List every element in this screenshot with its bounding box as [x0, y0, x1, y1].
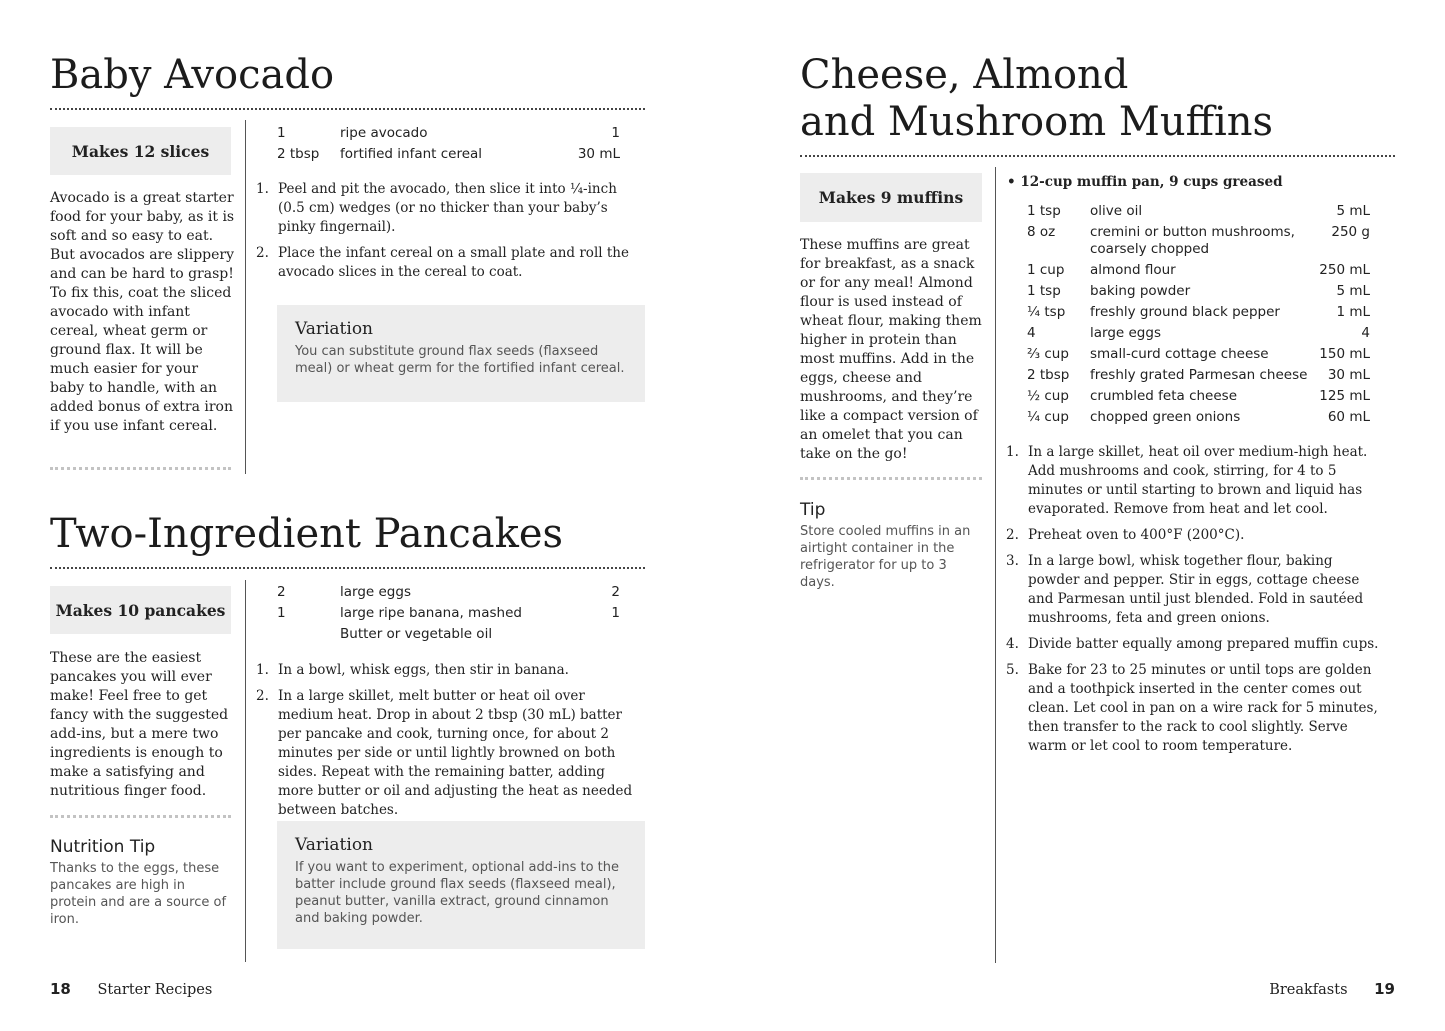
recipe-intro: These muffins are great for breakfast, as a snack or for any meal! Almond flour is used instead of wheat flour, making them higher in protein than most muffins. Add in the eggs, cheese and mushrooms, and they’re like a compact version of an omelet that you can take on the go!	[800, 237, 982, 462]
tip-heading: Tip	[800, 500, 826, 520]
equipment-note: • 12-cup muffin pan, 9 cups greased	[1007, 174, 1283, 190]
step-text: Place the infant cereal on a small plate and roll the avocado slices in the cereal to coat.	[278, 245, 629, 280]
step-text: Preheat oven to 400°F (200°C).	[1028, 527, 1245, 543]
ingredient-row	[277, 125, 620, 146]
method-steps	[256, 661, 636, 827]
ingredient-row	[1027, 224, 1370, 262]
method-step	[256, 180, 634, 237]
ingredient-row	[1027, 388, 1370, 409]
step-text: Bake for 23 to 25 minutes or until tops are golden and a toothpick inserted in the center comes out clean. Let cool in pan on a wire rack for 5 minutes, then transfer to the rack to cool slightly. Serve warm or let cool to room temperature.	[1028, 662, 1378, 754]
ingredient-metric: 250 g	[1331, 224, 1370, 240]
column-rule	[995, 167, 996, 963]
ingredient-qty: 1 tsp	[1027, 203, 1061, 219]
recipe-intro: These are the easiest pancakes you will ever make! Feel free to get fancy with the suggested add-ins, but a mere two ingredients is enough to make a satisfying and nutritious finger food.	[50, 650, 229, 799]
title-divider	[50, 567, 645, 569]
section-name: Starter Recipes	[97, 982, 213, 998]
ingredient-metric: 4	[1361, 325, 1370, 341]
yield-badge	[50, 127, 231, 175]
ingredient-metric: 60 mL	[1327, 409, 1370, 425]
ingredient-row	[1027, 367, 1370, 388]
step-number: 5.	[1006, 662, 1019, 678]
sidebar-divider	[50, 815, 231, 818]
method-step	[256, 687, 636, 820]
nutrition-tip-text: Thanks to the eggs, these pancakes are high in protein and are a source of iron.	[50, 861, 227, 927]
page-footer-right	[1269, 980, 1395, 998]
ingredient-metric: 2	[611, 584, 620, 600]
ingredient-name: small-curd cottage cheese	[1090, 346, 1269, 362]
ingredient-row	[277, 146, 620, 167]
recipe-title-pancakes: Two-Ingredient Pancakes	[50, 511, 564, 557]
recipe-title-baby-avocado: Baby Avocado	[50, 52, 335, 98]
ingredient-name: ripe avocado	[340, 125, 428, 141]
ingredient-row	[1027, 409, 1370, 430]
recipe-title-muffins	[800, 52, 1273, 146]
ingredient-row	[1027, 283, 1370, 304]
nutrition-tip-heading: Nutrition Tip	[50, 837, 156, 857]
method-step	[1006, 443, 1388, 519]
ingredient-name: olive oil	[1090, 203, 1143, 219]
ingredient-row	[277, 605, 620, 626]
ingredient-qty: 8 oz	[1027, 224, 1056, 240]
title-divider	[800, 155, 1395, 157]
ingredient-qty: 2 tbsp	[1027, 367, 1070, 383]
ingredient-qty: 2 tbsp	[277, 146, 320, 162]
step-text: Divide batter equally among prepared muffin cups.	[1028, 636, 1379, 652]
tip-text: Store cooled muffins in an airtight container in the refrigerator for up to 3 days.	[800, 524, 971, 590]
ingredient-row	[1027, 346, 1370, 367]
step-number: 3.	[1006, 553, 1019, 569]
step-number: 2.	[256, 245, 269, 261]
ingredient-qty: ¼ tsp	[1027, 304, 1066, 320]
yield-label: Makes 12 slices	[71, 141, 210, 161]
ingredient-qty: 2	[277, 584, 286, 600]
ingredient-metric: 5 mL	[1336, 283, 1370, 299]
method-step	[1006, 635, 1388, 654]
ingredient-name: large eggs	[340, 584, 411, 600]
step-number: 1.	[256, 181, 269, 197]
method-steps	[256, 180, 634, 289]
variation-heading: Variation	[295, 319, 374, 339]
method-step	[1006, 552, 1388, 628]
variation-box	[277, 305, 645, 402]
ingredient-name: large eggs	[1090, 325, 1161, 341]
ingredient-qty: 1 cup	[1027, 262, 1065, 278]
variation-box	[277, 821, 645, 949]
ingredient-row	[1027, 325, 1370, 346]
ingredient-metric: 1 mL	[1336, 304, 1370, 320]
ingredient-qty: 1	[277, 125, 286, 141]
ingredient-row	[1027, 262, 1370, 283]
sidebar-divider	[800, 477, 982, 480]
step-number: 4.	[1006, 636, 1019, 652]
ingredient-name: chopped green onions	[1090, 409, 1241, 425]
column-rule	[245, 580, 246, 962]
section-name: Breakfasts	[1269, 982, 1348, 998]
title-divider	[50, 108, 645, 110]
ingredient-metric: 1	[611, 125, 620, 141]
ingredient-row	[277, 584, 620, 605]
ingredient-metric: 1	[611, 605, 620, 621]
step-text: Peel and pit the avocado, then slice it into ¼-inch (0.5 cm) wedges (or no thicker than your baby’s pinky fingernail).	[278, 181, 617, 235]
ingredient-name: crumbled feta cheese	[1090, 388, 1238, 404]
page-number: 18	[50, 980, 71, 998]
method-steps	[1006, 443, 1388, 763]
ingredient-qty: ½ cup	[1027, 388, 1069, 404]
ingredient-qty: ⅔ cup	[1027, 346, 1069, 362]
step-text: In a large skillet, melt butter or heat oil over medium heat. Drop in about 2 tbsp (30 mL) batter per pancake and cook, turning once, for about 2 minutes per side or until lightly browned on both sides. Repeat with the remaining batter, adding more butter or oil and adjusting the heat as needed between batches.	[278, 688, 633, 818]
yield-label: Makes 10 pancakes	[55, 600, 226, 620]
step-text: In a bowl, whisk eggs, then stir in banana.	[278, 662, 569, 678]
ingredient-name: freshly ground black pepper	[1090, 304, 1280, 320]
step-number: 1.	[1006, 444, 1019, 460]
ingredient-qty: 4	[1027, 325, 1036, 341]
ingredient-row	[277, 626, 620, 647]
ingredient-list	[1027, 203, 1370, 430]
variation-heading: Variation	[295, 835, 374, 855]
ingredient-row	[1027, 304, 1370, 325]
ingredient-metric: 250 mL	[1319, 262, 1370, 278]
ingredient-metric: 30 mL	[577, 146, 620, 162]
ingredient-name: cremini or button mushrooms, coarsely chopped	[1090, 224, 1295, 257]
step-number: 2.	[256, 688, 269, 704]
ingredient-metric: 150 mL	[1319, 346, 1370, 362]
ingredient-name: Butter or vegetable oil	[340, 626, 493, 642]
ingredient-qty: 1 tsp	[1027, 283, 1061, 299]
ingredient-name: fortified infant cereal	[340, 146, 483, 162]
yield-badge	[50, 586, 231, 634]
ingredient-metric: 125 mL	[1319, 388, 1370, 404]
variation-text: You can substitute ground flax seeds (flaxseed meal) or wheat germ for the fortified infant cereal.	[295, 344, 625, 376]
ingredient-name: freshly grated Parmesan cheese	[1090, 367, 1308, 383]
method-step	[1006, 661, 1388, 756]
ingredient-list	[277, 584, 620, 647]
yield-label: Makes 9 muffins	[818, 188, 964, 207]
page-footer-left	[50, 980, 212, 998]
method-step	[256, 661, 636, 680]
step-text: In a large skillet, heat oil over medium-high heat. Add mushrooms and cook, stirring, for 4 to 5 minutes or until starting to brown and liquid has evaporated. Remove from heat and let cool.	[1028, 444, 1368, 517]
sidebar-divider	[50, 467, 231, 470]
ingredient-list	[277, 125, 620, 167]
recipe-title-line: and Mushroom Muffins	[800, 99, 1274, 145]
ingredient-name: large ripe banana, mashed	[340, 605, 522, 621]
ingredient-qty: 1	[277, 605, 286, 621]
ingredient-row	[1027, 203, 1370, 224]
column-rule	[245, 120, 246, 474]
ingredient-name: almond flour	[1090, 262, 1176, 278]
step-number: 2.	[1006, 527, 1019, 543]
step-text: In a large bowl, whisk together flour, baking powder and pepper. Stir in eggs, cottage cheese and Parmesan until just blended. Fold in sautéed mushrooms, feta and green onions.	[1028, 553, 1364, 626]
yield-badge	[800, 173, 982, 222]
ingredient-name: baking powder	[1090, 283, 1191, 299]
ingredient-metric: 5 mL	[1336, 203, 1370, 219]
method-step	[1006, 526, 1388, 545]
step-number: 1.	[256, 662, 269, 678]
recipe-title-line: Cheese, Almond	[800, 52, 1129, 98]
variation-text: If you want to experiment, optional add-ins to the batter include ground flax seeds (flaxseed meal), peanut butter, vanilla extract, ground cinnamon and baking powder.	[295, 860, 619, 926]
recipe-intro: Avocado is a great starter food for your baby, as it is soft and so easy to eat. But avocados are slippery and can be hard to grasp! To fix this, coat the sliced avocado with infant cereal, wheat germ or ground flax. It will be much easier for your baby to handle, with an added bonus of extra iron if you use infant cereal.	[50, 190, 235, 434]
ingredient-qty: ¼ cup	[1027, 409, 1069, 425]
method-step	[256, 244, 634, 282]
page-number: 19	[1374, 980, 1395, 998]
ingredient-metric: 30 mL	[1327, 367, 1370, 383]
